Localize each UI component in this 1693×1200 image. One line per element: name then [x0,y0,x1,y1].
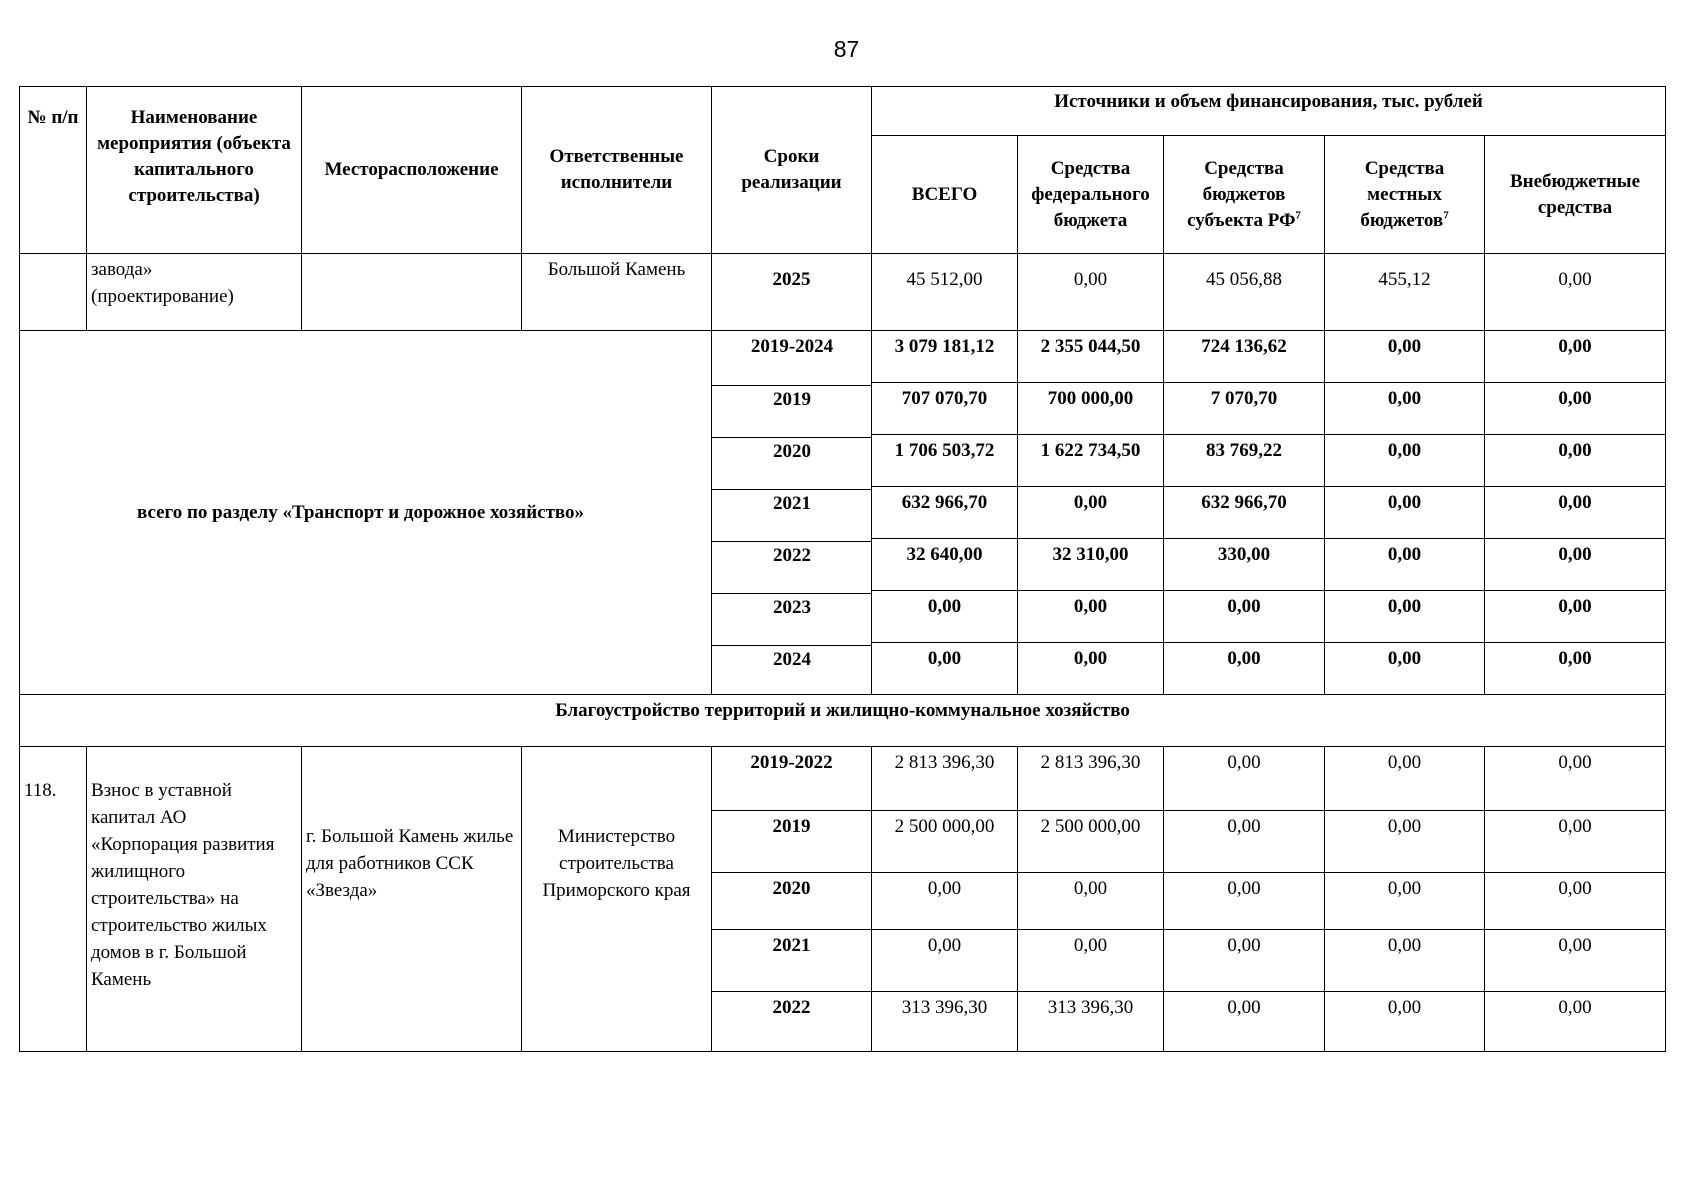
item-value: 2 813 396,30 [1018,747,1164,811]
total-value: 0,00 [1018,487,1164,539]
item-value: 0,00 [1325,811,1485,873]
table-row [20,254,1666,331]
header-num: № п/п [20,87,87,254]
item-value: 0,00 [1164,873,1325,930]
header-name: Наименование мероприятия (объекта капитального строительства) [87,87,302,254]
total-value: 0,00 [1485,487,1666,539]
total-value: 0,00 [1485,591,1666,643]
total-value: 632 966,70 [1164,487,1325,539]
item-name: Взнос в уставной капитал АО «Корпорация развития жилищного строительства» на строительство жилых домов в г. Большой Камень [87,747,302,1052]
total-value: 1 706 503,72 [872,435,1018,487]
total-year: 2019-2024 [750,336,834,357]
total-value: 83 769,22 [1164,435,1325,487]
total-year: 2021 [712,489,872,542]
total-value: 0,00 [1485,539,1666,591]
header-responsible: Ответственные исполнители [522,87,712,254]
item-year: 2020 [712,873,872,930]
item-value: 0,00 [1325,747,1485,811]
item-value: 313 396,30 [1018,992,1164,1052]
total-year: 2019 [712,385,872,438]
header-sources: Источники и объем финансирования, тыс. рублей [872,87,1666,136]
item-value: 0,00 [1164,811,1325,873]
total-year: 2024 [712,645,872,695]
item-value: 0,00 [1325,992,1485,1052]
table-row [20,695,1666,747]
item-year: 2019 [712,811,872,873]
total-value: 0,00 [1164,591,1325,643]
item-num: 118. [20,747,87,1052]
cont-year: 2025 [712,254,872,331]
item-value: 2 813 396,30 [872,747,1018,811]
total-value: 32 310,00 [1018,539,1164,591]
item-year: 2021 [712,930,872,992]
table-row [20,331,1666,383]
total-year: 2020 [712,437,872,490]
item-value: 313 396,30 [872,992,1018,1052]
item-value: 2 500 000,00 [1018,811,1164,873]
item-value: 0,00 [1018,873,1164,930]
total-value: 0,00 [1018,591,1164,643]
header-local [1325,136,1485,254]
total-value: 330,00 [1164,539,1325,591]
cont-subject: 45 056,88 [1164,254,1325,331]
total-value: 0,00 [1325,383,1485,435]
total-value: 0,00 [1485,435,1666,487]
cont-location [302,254,522,331]
item-location: г. Большой Камень жилье для работников ССК «Звезда» [302,747,522,1052]
item-value: 0,00 [1164,930,1325,992]
total-value: 0,00 [1485,383,1666,435]
header-local-note: 7 [1443,209,1449,222]
item-value: 0,00 [1018,930,1164,992]
item-year: 2022 [712,992,872,1052]
section-total-label-text: всего по разделу «Транспорт и дорожное хозяйство» [136,502,585,523]
section-total-label [20,331,872,695]
item-value: 0,00 [1325,930,1485,992]
cont-federal: 0,00 [1018,254,1164,331]
header-subject [1164,136,1325,254]
item-value: 0,00 [1485,873,1666,930]
total-value: 0,00 [1325,435,1485,487]
item-value: 0,00 [1485,811,1666,873]
table-row [20,747,1666,811]
total-value: 32 640,00 [872,539,1018,591]
item-value: 0,00 [872,930,1018,992]
financing-table [19,86,1666,1052]
item-value: 0,00 [1485,992,1666,1052]
item-value: 0,00 [1164,747,1325,811]
total-value: 707 070,70 [872,383,1018,435]
item-value: 0,00 [1325,873,1485,930]
total-value: 700 000,00 [1018,383,1164,435]
total-value: 7 070,70 [1164,383,1325,435]
total-value: 0,00 [1018,643,1164,695]
item-value: 2 500 000,00 [872,811,1018,873]
total-value: 0,00 [1325,591,1485,643]
page-number: 87 [833,36,860,62]
item-year: 2019-2022 [712,747,872,811]
total-value: 0,00 [1485,331,1666,383]
header-extra: Внебюджетные средства [1485,136,1666,254]
cont-local: 455,12 [1325,254,1485,331]
cont-total: 45 512,00 [872,254,1018,331]
total-value: 724 136,62 [1164,331,1325,383]
cont-num [20,254,87,331]
cont-name: завода» (проектирование) [87,254,302,331]
item-responsible: Министерство строительства Приморского края [522,747,712,1052]
total-value: 0,00 [1164,643,1325,695]
total-value: 1 622 734,50 [1018,435,1164,487]
header-total: ВСЕГО [872,136,1018,254]
total-value: 2 355 044,50 [1018,331,1164,383]
header-local-label: Средства местных бюджетов [1360,157,1445,231]
total-value: 3 079 181,12 [872,331,1018,383]
total-value: 0,00 [1325,487,1485,539]
header-location: Месторасположение [302,87,522,254]
item-value: 0,00 [1164,992,1325,1052]
total-year: 2022 [712,541,872,594]
header-subject-label: Средства бюджетов субъекта РФ [1187,157,1296,231]
total-value: 0,00 [1325,643,1485,695]
item-value: 0,00 [1485,930,1666,992]
cont-extra: 0,00 [1485,254,1666,331]
total-value: 0,00 [1325,539,1485,591]
total-value: 632 966,70 [872,487,1018,539]
total-value: 0,00 [872,643,1018,695]
item-value: 0,00 [1485,747,1666,811]
item-value: 0,00 [872,873,1018,930]
header-federal: Средства федерального бюджета [1018,136,1164,254]
section-title: Благоустройство территорий и жилищно-коммунальное хозяйство [20,695,1666,747]
total-value: 0,00 [872,591,1018,643]
total-value: 0,00 [1325,331,1485,383]
total-year: 2023 [712,593,872,646]
header-subject-note: 7 [1295,209,1301,222]
cont-responsible: Большой Камень [522,254,712,331]
total-value: 0,00 [1485,643,1666,695]
header-terms: Сроки реализации [712,87,872,254]
